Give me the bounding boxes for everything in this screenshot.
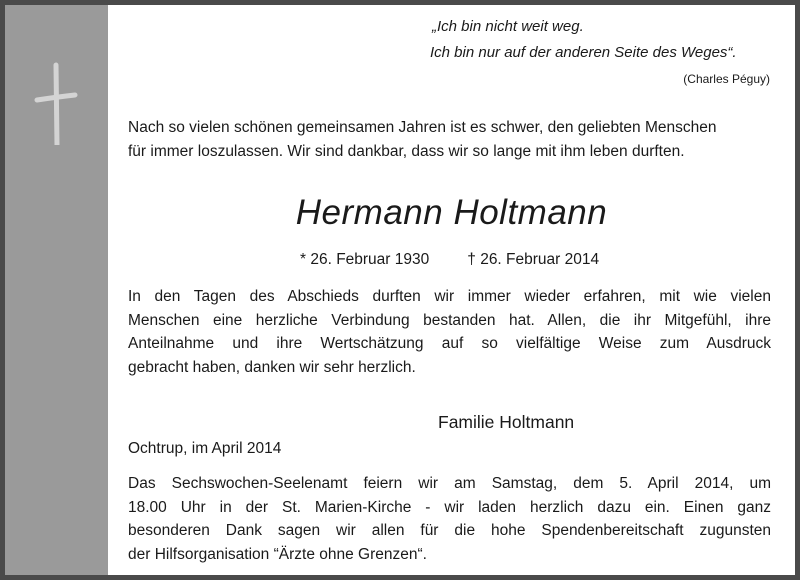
text-line: Das Sechswochen-Seelenamt feiern wir am Samstag, dem 5. April 2014, um bbox=[128, 475, 771, 492]
text-line: Nach so vielen schönen gemeinsamen Jahren ist es schwer, den geliebten Menschen bbox=[128, 119, 717, 136]
text-line: 18.00 Uhr in der St. Marien-Kirche - wir laden herzlich dazu ein. Einen ganz bbox=[128, 498, 771, 516]
thanks-paragraph bbox=[128, 285, 771, 379]
birth-date: * 26. Februar 1930 bbox=[300, 251, 430, 268]
death-date: † 26. Februar 2014 bbox=[467, 251, 600, 268]
obituary-notice bbox=[5, 5, 795, 575]
service-paragraph bbox=[128, 472, 771, 566]
place-date: Ochtrup, im April 2014 bbox=[128, 440, 282, 457]
text-line: gebracht haben, danken wir sehr herzlich. bbox=[128, 358, 416, 376]
side-band bbox=[5, 5, 108, 575]
quote-line: Ich bin nur auf der anderen Seite des Weges“. bbox=[430, 44, 737, 61]
quote bbox=[430, 14, 737, 66]
text-line: der Hilfsorganisation “Ärzte ohne Grenzen“. bbox=[128, 545, 427, 563]
intro-paragraph bbox=[128, 116, 771, 163]
text-line: für immer loszulassen. Wir sind dankbar, dass wir so lange mit ihm leben durften. bbox=[128, 142, 685, 160]
text-line: Anteilnahme und ihre Wertschätzung auf so vielfältige Weise zum Ausdruck bbox=[128, 335, 771, 352]
life-dates bbox=[300, 251, 599, 269]
signature: Familie Holtmann bbox=[438, 412, 575, 432]
text-line: In den Tagen des Abschieds durften wir immer wieder erfahren, mit wie vielen bbox=[128, 288, 771, 305]
text-line: besonderen Dank sagen wir allen für die hohe Spendenbereitschaft zugunsten bbox=[128, 522, 771, 539]
cross-icon bbox=[5, 5, 108, 145]
text-line: Menschen eine herzliche Verbindung bestanden hat. Allen, die ihr Mitgefühl, ihre bbox=[128, 311, 771, 329]
quote-line: „Ich bin nicht weit weg. bbox=[432, 18, 584, 35]
quote-attribution: (Charles Péguy) bbox=[683, 72, 770, 86]
deceased-name: Hermann Holtmann bbox=[295, 193, 608, 232]
